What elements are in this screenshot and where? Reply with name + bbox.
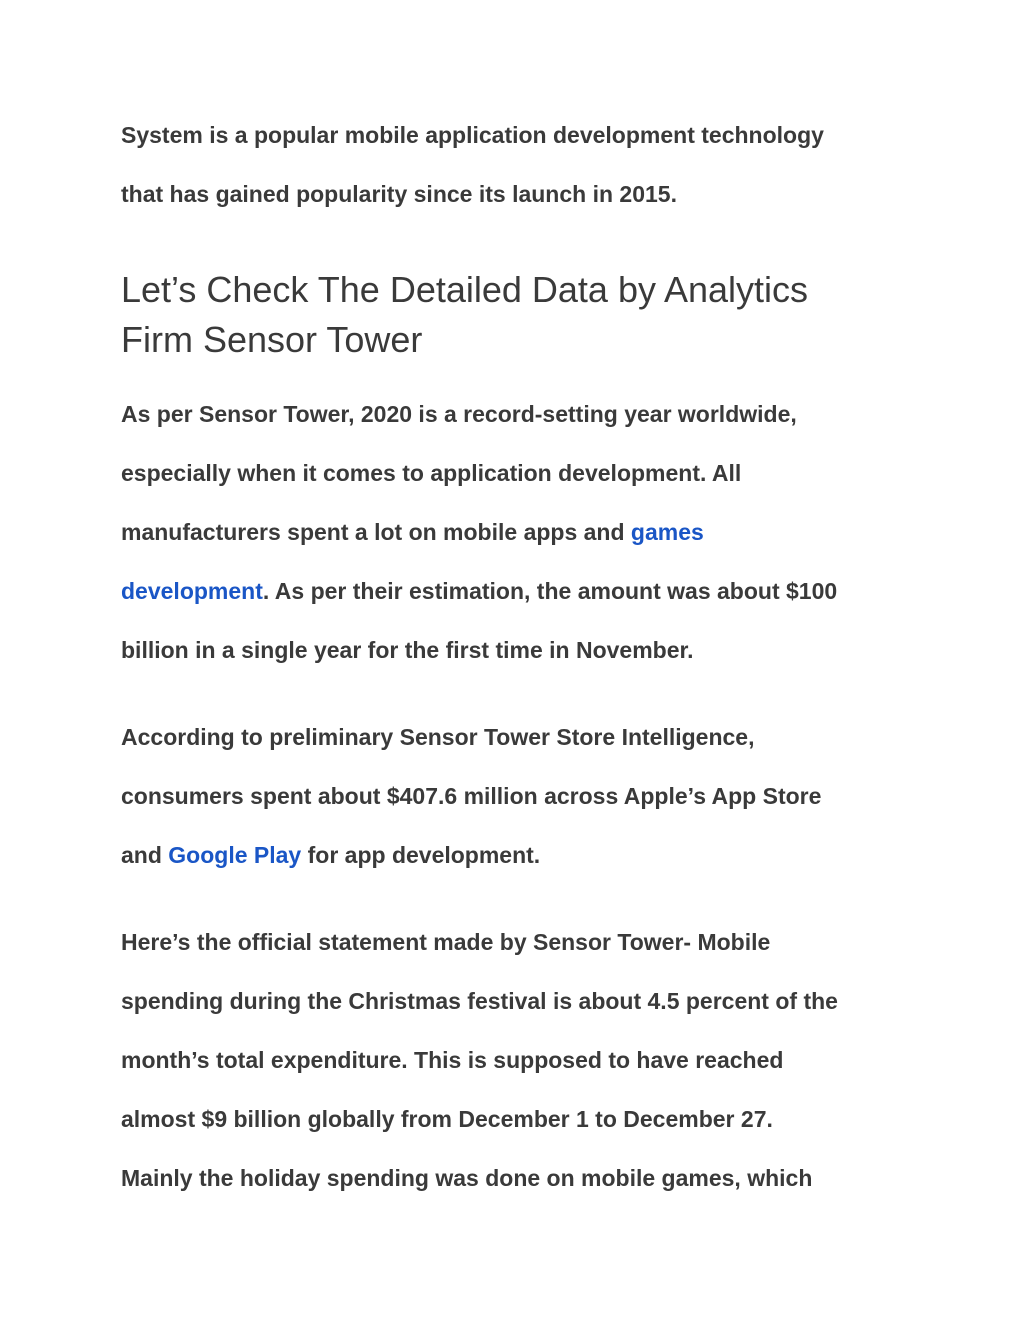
para1-line-5: billion in a single year for the first time in November. <box>121 637 694 663</box>
google-play-link[interactable]: Google Play <box>168 842 302 868</box>
para1-line-4-text: . As per their estimation, the amount was about $100 <box>262 578 838 604</box>
intro-line-1: System is a popular mobile application development technology <box>121 122 824 148</box>
sensor-tower-paragraph <box>121 385 921 680</box>
para2-line-2: consumers spent about $407.6 million across Apple’s App Store <box>121 783 822 809</box>
para2-line-3-pre: and <box>121 842 169 868</box>
para1-line-1: As per Sensor Tower, 2020 is a record-setting year worldwide, <box>121 401 797 427</box>
para1-line-4 <box>121 562 921 621</box>
para3-line-2: spending during the Christmas festival is about 4.5 percent of the <box>121 988 838 1014</box>
section-heading <box>121 265 921 365</box>
heading-line-1: Let’s Check The Detailed Data by Analytics <box>121 269 809 310</box>
para2-line-1: According to preliminary Sensor Tower Store Intelligence, <box>121 724 755 750</box>
para3-line-5: Mainly the holiday spending was done on mobile games, which <box>121 1165 813 1191</box>
para1-line-2: especially when it comes to application development. All <box>121 460 742 486</box>
para3-line-1: Here’s the official statement made by Sensor Tower- Mobile <box>121 929 771 955</box>
spending-paragraph <box>121 708 921 885</box>
para2-line-3 <box>121 826 921 885</box>
para2-line-3-post: for app development. <box>301 842 541 868</box>
intro-paragraph <box>121 106 921 224</box>
para3-line-4: almost $9 billion globally from December 1 to December 27. <box>121 1106 773 1132</box>
games-development-link-part-2[interactable]: development <box>121 578 263 604</box>
heading-line-2: Firm Sensor Tower <box>121 319 423 360</box>
games-development-link-part-1[interactable]: games <box>630 519 704 545</box>
para1-line-3 <box>121 503 921 562</box>
para3-line-3: month’s total expenditure. This is supposed to have reached <box>121 1047 784 1073</box>
para1-line-3-text: manufacturers spent a lot on mobile apps and <box>121 519 631 545</box>
official-statement-paragraph <box>121 913 921 1208</box>
intro-line-2: that has gained popularity since its launch in 2015. <box>121 181 677 207</box>
